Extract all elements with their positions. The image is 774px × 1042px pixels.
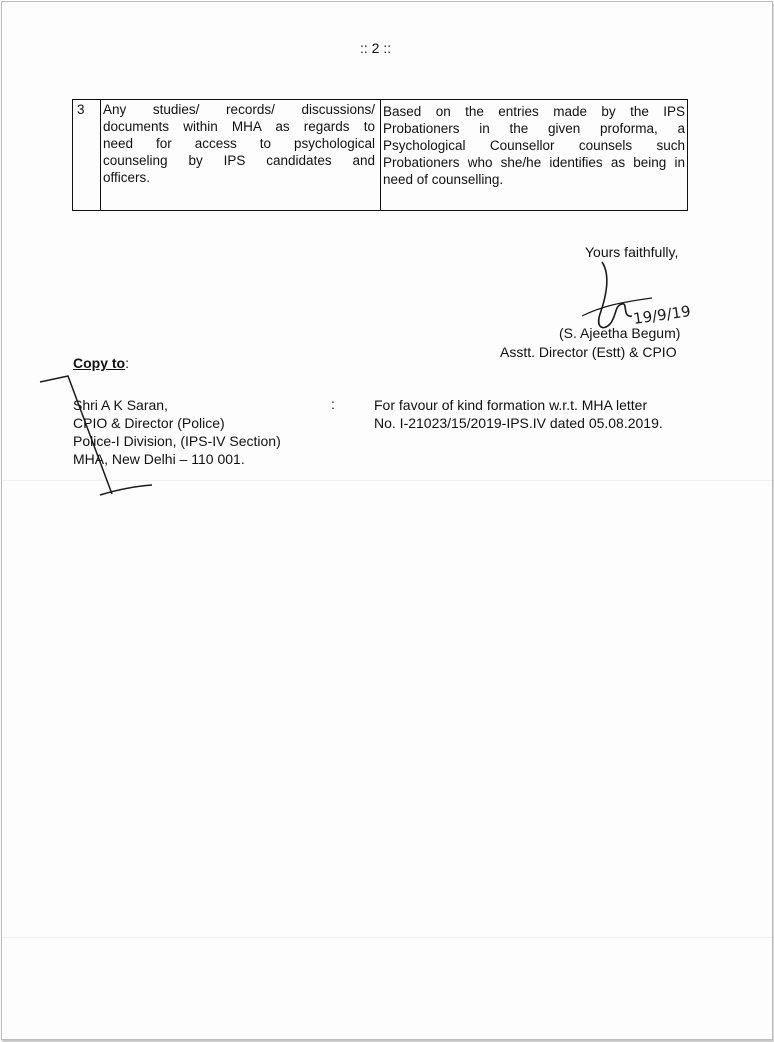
row-number: 3 (73, 100, 101, 210)
closing-salutation: Yours faithfully, (585, 244, 679, 260)
copy-to-colon: : (125, 355, 129, 371)
page-number: :: 2 :: (360, 40, 392, 56)
fold-line (2, 480, 772, 481)
address-line: CPIO & Director (Police) (73, 415, 225, 431)
reply-line: Probationers in the given proforma, a (383, 121, 685, 136)
recipient-address (73, 396, 281, 468)
reply-line: need of counselling. (383, 172, 504, 187)
query-line: documents within MHA as regards to (103, 119, 375, 134)
query-line: officers. (103, 170, 151, 185)
signatory-designation: Asstt. Director (Estt) & CPIO (500, 344, 677, 360)
query-line: need for access to psychological (103, 136, 375, 151)
query-line: Any studies/ records/ discussions/ (103, 102, 375, 117)
document-page (1, 1, 773, 1040)
note-line: No. I-21023/15/2019-IPS.IV dated 05.08.2019. (374, 415, 663, 431)
reply-line: Probationers who she/he identifies as being in (383, 155, 685, 170)
note-line: For favour of kind formation w.r.t. MHA letter (374, 397, 648, 413)
address-line: Shri A K Saran, (73, 397, 168, 413)
address-line: Police-I Division, (IPS-IV Section) (73, 433, 281, 449)
query-cell (101, 100, 381, 210)
address-separator: : (331, 396, 335, 412)
table-row (72, 99, 688, 211)
signatory-name: (S. Ajeetha Begum) (559, 325, 681, 341)
copy-to-label: Copy to (73, 355, 126, 371)
address-line: MHA, New Delhi – 110 001. (73, 451, 245, 467)
reply-line: Based on the entries made by the IPS (383, 104, 685, 119)
reply-line: Psychological Counsellor counsels such (383, 138, 685, 153)
signature-date: 19/9/19 (632, 302, 692, 328)
reply-cell (381, 100, 687, 210)
copy-to-heading (73, 355, 129, 371)
query-line: counseling by IPS candidates and (103, 153, 375, 168)
favour-note (374, 396, 663, 432)
fold-line (2, 937, 772, 938)
